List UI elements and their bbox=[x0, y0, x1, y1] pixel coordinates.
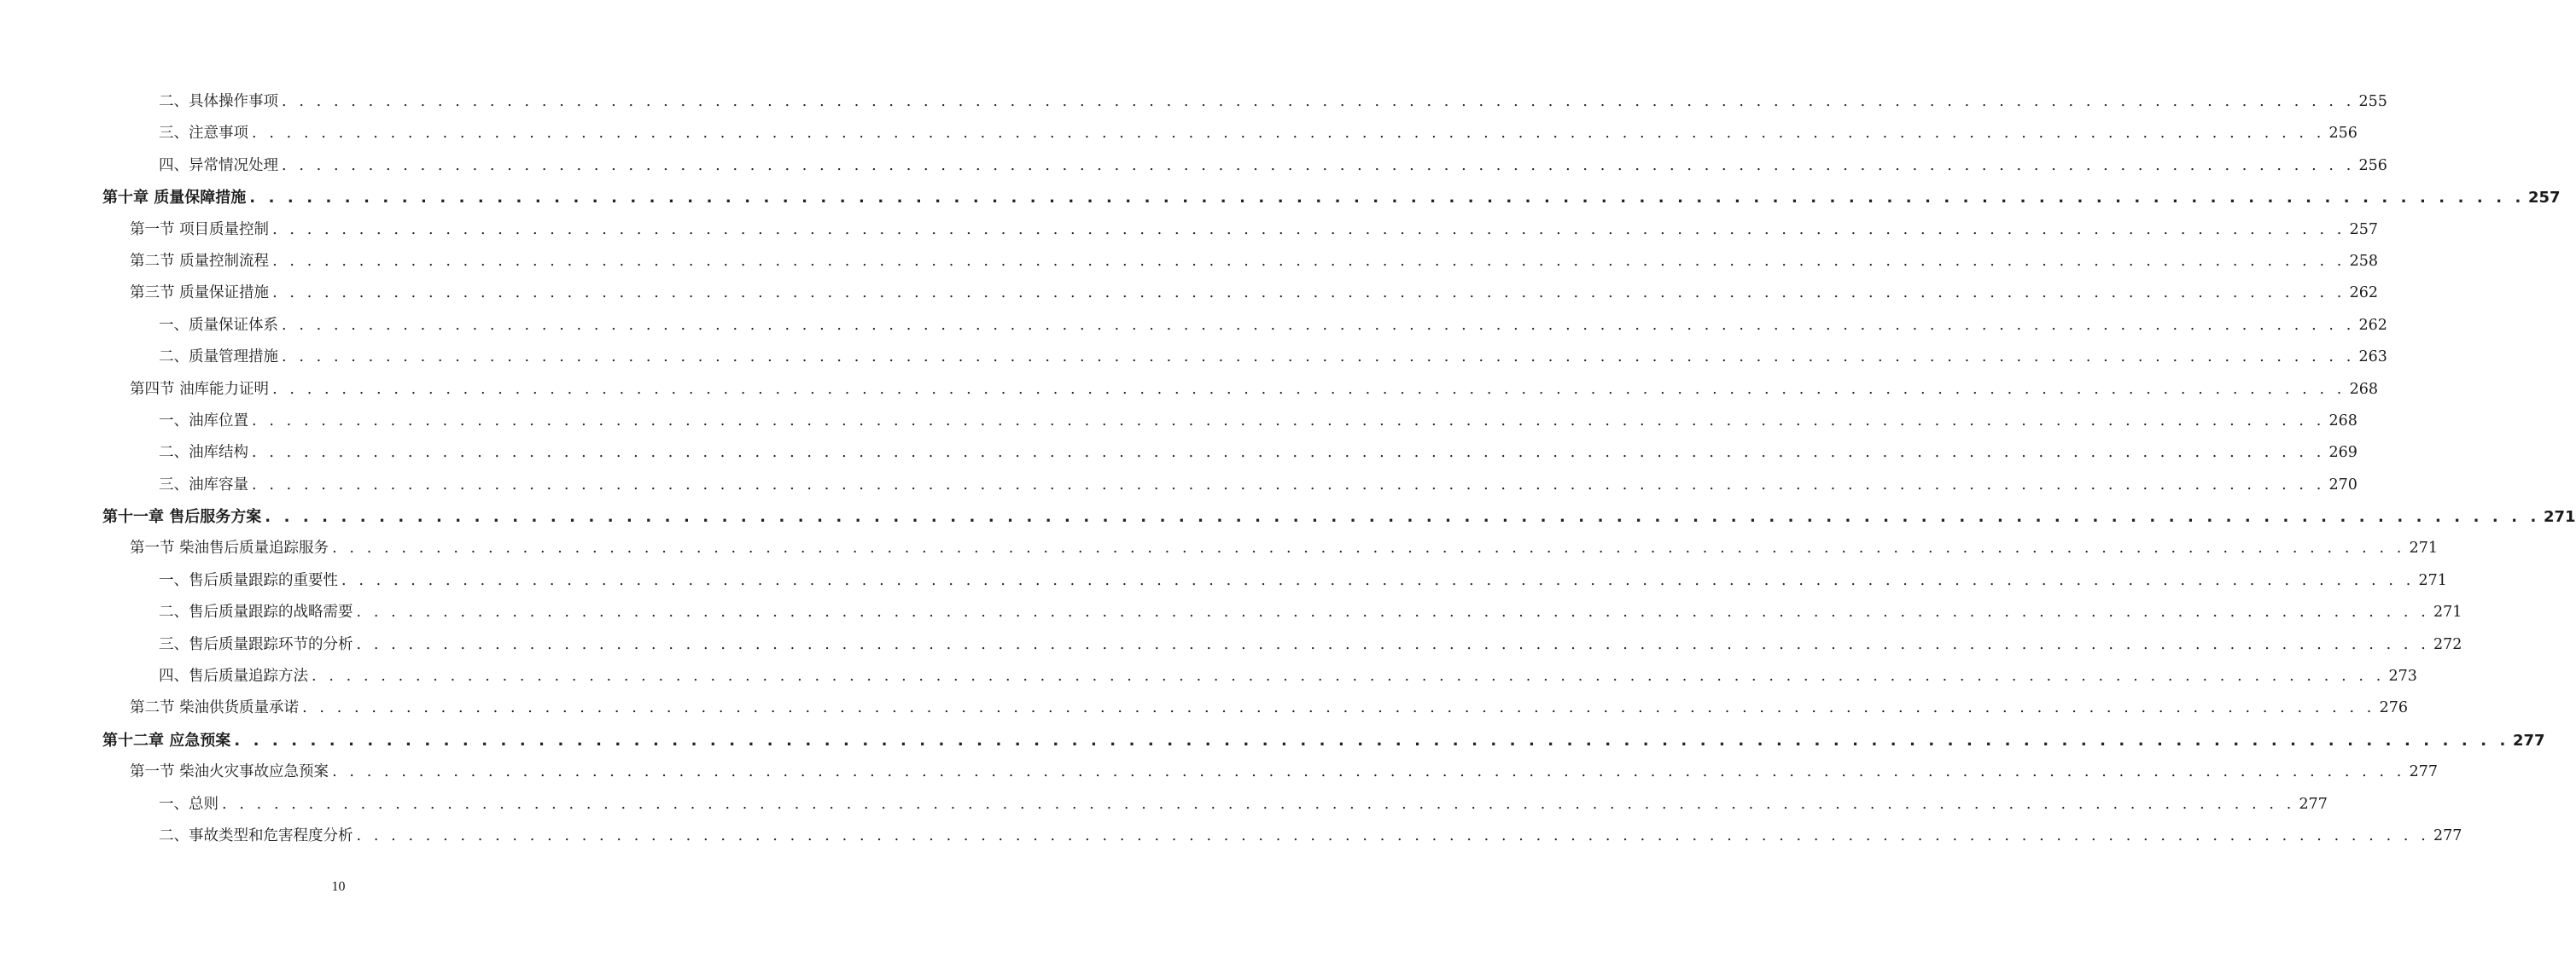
toc-entry-page: 256 bbox=[2358, 156, 2387, 174]
toc-subsection-entry[interactable] bbox=[0, 597, 2462, 628]
dot-leader: . . . . . . . . . . . . . . . . . . . . . . . . . . . . . . . . . . . . . . . . . . . . . . . . . . . . . . . . . . . . . . . . . . . . . . . . . . . . . . . . . . . . . . . . . . . . . . . . . . . . . . . . . . . . . . . . . . . . . . . . bbox=[252, 412, 2325, 429]
toc-entry-title: 三、售后质量跟踪环节的分析 bbox=[159, 635, 353, 653]
toc-entry-page: 270 bbox=[2328, 476, 2357, 494]
toc-entry-page: 269 bbox=[2328, 444, 2357, 462]
toc-entry-title: 第二节 柴油供货质量承诺 bbox=[130, 699, 300, 717]
toc-entry-title: 二、事故类型和危害程度分析 bbox=[159, 827, 353, 844]
toc-entry-title: 三、注意事项 bbox=[159, 125, 248, 143]
toc-entry-page: 277 bbox=[2299, 795, 2328, 813]
toc-section-entry[interactable] bbox=[0, 533, 2438, 564]
toc-entry-title: 四、售后质量追踪方法 bbox=[159, 668, 308, 686]
toc-entry-title: 四、异常情况处理 bbox=[159, 156, 278, 174]
toc-entry-title: 第十二章 应急预案 bbox=[102, 731, 231, 750]
toc-entry-title: 二、质量管理措施 bbox=[159, 348, 278, 366]
toc-entry-title: 一、总则 bbox=[159, 795, 219, 813]
toc-subsection-entry[interactable] bbox=[0, 789, 2328, 821]
toc-entry-page: 277 bbox=[2409, 763, 2438, 781]
toc-subsection-entry[interactable] bbox=[0, 118, 2357, 149]
toc-entry-title: 一、油库位置 bbox=[159, 412, 248, 429]
toc-entry-page: 257 bbox=[2527, 189, 2561, 207]
dot-leader: . . . . . . . . . . . . . . . . . . . . . . . . . . . . . . . . . . . . . . . . . . . . . . . . . . . . . . . . . . . . . . . . . . . . . . . . . . . . . . . . . . . . . . . . . . . . . . . . . . . . . . . . . . . . . . . . . . . . . . . . bbox=[356, 635, 2430, 653]
toc-entry-title: 一、质量保证体系 bbox=[159, 316, 278, 334]
dot-leader: . . . . . . . . . . . . . . . . . . . . . . . . . . . . . . . . . . . . . . . . . . . . . . . . . . . . . . . . . . . . . . . . . . . . . . . . . . . . . . . . . . . . . . . . . . . . . . . . . . . . . . . . . . . . . . . . . . . . . . . . bbox=[282, 93, 2355, 110]
toc-entry-title: 第三节 质量保证措施 bbox=[130, 284, 270, 302]
toc-entry-page: 276 bbox=[2379, 699, 2408, 717]
dot-leader: . . . . . . . . . . . . . . . . . . . . . . . . . . . . . . . . . . . . . . . . . . . . . . . . . . . . . . . . . . . . . . . . . . . . . . . . . . . . . . . . . . . . . . . . . . . . . . . . . . . . . . . . . . . . . . . . . . . . . . . . bbox=[282, 156, 2355, 174]
toc-subsection-entry[interactable] bbox=[0, 86, 2387, 118]
toc-entry-page: 262 bbox=[2358, 316, 2387, 334]
toc-subsection-entry[interactable] bbox=[0, 150, 2387, 182]
toc-subsection-entry[interactable] bbox=[0, 406, 2357, 437]
dot-leader: . . . . . . . . . . . . . . . . . . . . . . . . . . . . . . . . . . . . . . . . . . . . . . . . . . . . . . . . . . . . . . . . . . . . . . . . . . . . . . . . . . . . . . . . . . . . . . . . . . . . . . . . . . . . . . . . . . . . . . . . bbox=[222, 795, 2295, 813]
toc-entry-title: 第一节 柴油售后质量追踪服务 bbox=[130, 540, 329, 558]
toc-entry-page: 277 bbox=[2512, 731, 2545, 750]
dot-leader: . . . . . . . . . . . . . . . . . . . . . . . . . . . . . . . . . . . . . . . . . . . . . . . . . . . . . . . . . . . . . . . . . . . . . . . . . . . . . . . . . . . . . . . . . . . . . . . . . . . . . . . . . . . . . . . . . . . . . . . . bbox=[302, 699, 2375, 717]
page-number: 10 bbox=[331, 879, 346, 894]
dot-leader: . . . . . . . . . . . . . . . . . . . . . . . . . . . . . . . . . . . . . . . . . . . . . . . . . . . . . . . . . . . . . . . . . . . . . . . . . . . . . . . . . . . . . . . . . . . . . . . . . . . . . . . . . . . . . . . . . . . . . . . . bbox=[282, 316, 2355, 334]
toc-entry-title: 第十一章 售后服务方案 bbox=[102, 508, 262, 527]
toc-entry-title: 三、油库容量 bbox=[159, 476, 248, 494]
toc-section-entry[interactable] bbox=[0, 756, 2438, 788]
dot-leader: . . . . . . . . . . . . . . . . . . . . . . . . . . . . . . . . . . . . . . . . . . . . . . . . . . . . . . . . . . . . . . . . . . . . . . . . . . . . . . . . . . . . . . . . . . . . . . . . . . . . . . . . . . . . . . . . . . . . . . . . bbox=[282, 348, 2355, 366]
toc-section-entry[interactable] bbox=[0, 692, 2408, 724]
dot-leader: . . . . . . . . . . . . . . . . . . . . . . . . . . . . . . . . . . . . . . . . . . . . . . . . . . . . . . . . . . . . . . . . . . . . . . . . . . . . . . . . . . . . . . . . . . . . . . . . . . . . . . . . . . . . . . . . . . . . . . . . bbox=[312, 668, 2385, 686]
toc-entry-page: 268 bbox=[2349, 380, 2378, 398]
toc-entry-page: 262 bbox=[2349, 284, 2378, 302]
dot-leader: . . . . . . . . . . . . . . . . . . . . . . . . . . . . . . . . . . . . . . . . . . . . . . . . . . . . . . . . . . . . . . . . . . . . . . . . . . . . . . . . . . . . . . . . . . . . . . . . . . . . . . . . . . . . . . . . . . . . . . . . bbox=[356, 604, 2430, 622]
toc-subsection-entry[interactable] bbox=[0, 437, 2357, 469]
dot-leader: . . . . . . . . . . . . . . . . . . . . . . . . . . . . . . . . . . . . . . . . . . . . . . . . . . . . . . . . . . . . . . . . . . . . . . . . . . . . . . . . . . . . . . . . . . . . . . . . . . . . . . . . . . . . . . . . . . . . . . . . bbox=[252, 444, 2325, 462]
toc-entry-title: 二、油库结构 bbox=[159, 444, 248, 462]
dot-leader: . . . . . . . . . . . . . . . . . . . . . . . . . . . . . . . . . . . . . . . . . . . . . . . . . . . . . . . . . . . . . . . . . . . . . . . . . . . . . . . . . . . . . . . . . . . . . . . . . . . . . . . . . . . . . . . . . . . . . . . . bbox=[252, 476, 2325, 494]
toc-entry-page: 258 bbox=[2349, 252, 2378, 270]
dot-leader: . . . . . . . . . . . . . . . . . . . . . . . . . . . . . . . . . . . . . . . . . . . . . . . . . . . . . . . . . . . . . . . . . . . . . . . . . . . . . . . . . . . . . . . . . . . . . . . . . . . . . . . . . . . . . . . . . . . . . . . . bbox=[272, 252, 2346, 270]
toc-subsection-entry[interactable] bbox=[0, 310, 2387, 342]
dot-leader: . . . . . . . . . . . . . . . . . . . . . . . . . . . . . . . . . . . . . . . . . . . . . . . . . . . . . . . . . . . . . . . . . . . . . . . . . . . . . . . . . . . . . . . . . . . . . . . . . . . . . . . . . . . . . . . . . . . . . . . . bbox=[272, 380, 2346, 398]
toc-entry-page: 271 bbox=[2433, 604, 2462, 622]
toc-subsection-entry[interactable] bbox=[0, 629, 2462, 661]
toc-entry-title: 第一节 柴油火灾事故应急预案 bbox=[130, 763, 329, 781]
toc-entry-page: 271 bbox=[2409, 540, 2438, 558]
toc-subsection-entry[interactable] bbox=[0, 661, 2417, 692]
dot-leader: . . . . . . . . . . . . . . . . . . . . . . . . . . . . . . . . . . . . . . . . . . . . . . . . . . . . . . . . . . . . . . . . . . . . . . . . . . . . . . . . . . . . . . . . . . . . . . . . . . . . . . . . . . . . . . . . . . . . . . . . bbox=[234, 731, 2509, 750]
toc-section-entry[interactable] bbox=[0, 277, 2378, 309]
dot-leader: . . . . . . . . . . . . . . . . . . . . . . . . . . . . . . . . . . . . . . . . . . . . . . . . . . . . . . . . . . . . . . . . . . . . . . . . . . . . . . . . . . . . . . . . . . . . . . . . . . . . . . . . . . . . . . . . . . . . . . . . bbox=[332, 540, 2405, 558]
toc-entry-page: 255 bbox=[2358, 93, 2387, 110]
toc-entry-title: 第一节 项目质量控制 bbox=[130, 220, 270, 238]
toc-entry-page: 268 bbox=[2328, 412, 2357, 429]
toc-entry-page: 273 bbox=[2388, 668, 2417, 686]
dot-leader: . . . . . . . . . . . . . . . . . . . . . . . . . . . . . . . . . . . . . . . . . . . . . . . . . . . . . . . . . . . . . . . . . . . . . . . . . . . . . . . . . . . . . . . . . . . . . . . . . . . . . . . . . . . . . . . . . . . . . . . . bbox=[341, 571, 2415, 589]
dot-leader: . . . . . . . . . . . . . . . . . . . . . . . . . . . . . . . . . . . . . . . . . . . . . . . . . . . . . . . . . . . . . . . . . . . . . . . . . . . . . . . . . . . . . . . . . . . . . . . . . . . . . . . . . . . . . . . . . . . . . . . . bbox=[249, 189, 2525, 207]
toc-subsection-entry[interactable] bbox=[0, 821, 2462, 852]
toc-entry-title: 一、售后质量跟踪的重要性 bbox=[159, 571, 338, 589]
toc-entry-title: 第十章 质量保障措施 bbox=[102, 189, 247, 207]
toc-entry-title: 二、具体操作事项 bbox=[159, 93, 278, 110]
toc-subsection-entry[interactable] bbox=[0, 342, 2387, 373]
dot-leader: . . . . . . . . . . . . . . . . . . . . . . . . . . . . . . . . . . . . . . . . . . . . . . . . . . . . . . . . . . . . . . . . . . . . . . . . . . . . . . . . . . . . . . . . . . . . . . . . . . . . . . . . . . . . . . . . . . . . . . . . bbox=[265, 508, 2540, 527]
toc-entry-page: 271 bbox=[2418, 571, 2447, 589]
toc-chapter-entry[interactable] bbox=[0, 182, 2561, 213]
toc-entry-title: 第四节 油库能力证明 bbox=[130, 380, 270, 398]
dot-leader: . . . . . . . . . . . . . . . . . . . . . . . . . . . . . . . . . . . . . . . . . . . . . . . . . . . . . . . . . . . . . . . . . . . . . . . . . . . . . . . . . . . . . . . . . . . . . . . . . . . . . . . . . . . . . . . . . . . . . . . . bbox=[252, 125, 2325, 143]
toc-entry-title: 二、售后质量跟踪的战略需要 bbox=[159, 604, 353, 622]
toc-chapter-entry[interactable] bbox=[0, 501, 2576, 533]
toc-subsection-entry[interactable] bbox=[0, 565, 2447, 597]
dot-leader: . . . . . . . . . . . . . . . . . . . . . . . . . . . . . . . . . . . . . . . . . . . . . . . . . . . . . . . . . . . . . . . . . . . . . . . . . . . . . . . . . . . . . . . . . . . . . . . . . . . . . . . . . . . . . . . . . . . . . . . . bbox=[356, 827, 2430, 844]
toc-section-entry[interactable] bbox=[0, 374, 2378, 406]
dot-leader: . . . . . . . . . . . . . . . . . . . . . . . . . . . . . . . . . . . . . . . . . . . . . . . . . . . . . . . . . . . . . . . . . . . . . . . . . . . . . . . . . . . . . . . . . . . . . . . . . . . . . . . . . . . . . . . . . . . . . . . . bbox=[332, 763, 2405, 781]
table-of-contents bbox=[0, 86, 2576, 852]
toc-section-entry[interactable] bbox=[0, 246, 2378, 277]
toc-subsection-entry[interactable] bbox=[0, 470, 2357, 501]
toc-entry-page: 256 bbox=[2328, 125, 2357, 143]
toc-section-entry[interactable] bbox=[0, 214, 2378, 246]
toc-entry-title: 第二节 质量控制流程 bbox=[130, 252, 270, 270]
dot-leader: . . . . . . . . . . . . . . . . . . . . . . . . . . . . . . . . . . . . . . . . . . . . . . . . . . . . . . . . . . . . . . . . . . . . . . . . . . . . . . . . . . . . . . . . . . . . . . . . . . . . . . . . . . . . . . . . . . . . . . . . bbox=[272, 284, 2346, 302]
toc-chapter-entry[interactable] bbox=[0, 725, 2545, 756]
toc-entry-page: 272 bbox=[2433, 635, 2462, 653]
toc-entry-page: 257 bbox=[2349, 220, 2378, 238]
toc-entry-page: 277 bbox=[2433, 827, 2462, 844]
toc-entry-page: 271 bbox=[2543, 508, 2576, 527]
dot-leader: . . . . . . . . . . . . . . . . . . . . . . . . . . . . . . . . . . . . . . . . . . . . . . . . . . . . . . . . . . . . . . . . . . . . . . . . . . . . . . . . . . . . . . . . . . . . . . . . . . . . . . . . . . . . . . . . . . . . . . . . bbox=[272, 220, 2346, 238]
toc-entry-page: 263 bbox=[2358, 348, 2387, 366]
